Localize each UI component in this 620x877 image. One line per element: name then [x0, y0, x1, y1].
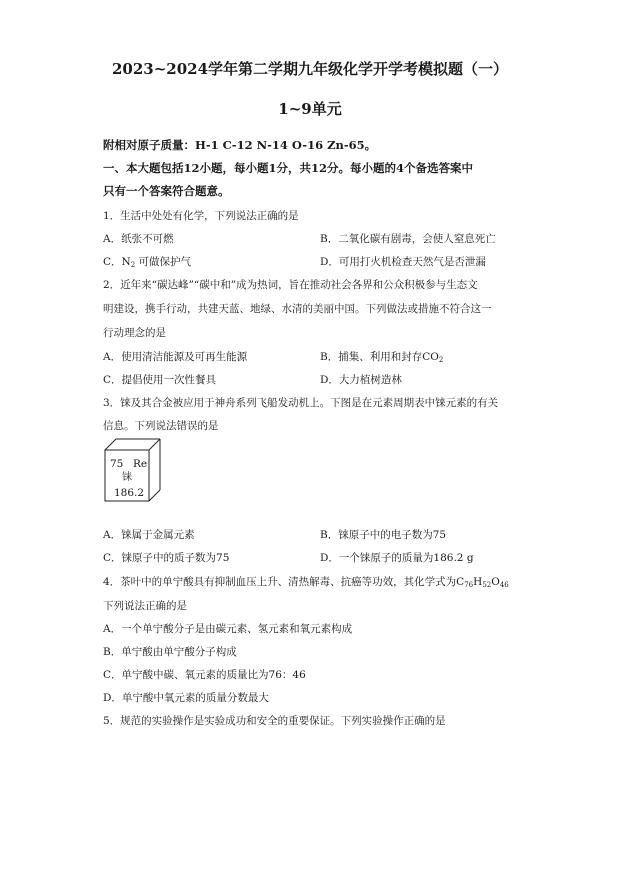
- q3-option-a: A．铼属于金属元素: [103, 529, 195, 541]
- q1-option-c: C．$N_2$ 可做保护气: [103, 256, 192, 269]
- q2-stem-line1: 2．近年来“碳达峰”“碳中和”成为热词，旨在推动社会各界和公众积极参与生态文: [103, 279, 478, 291]
- q5-stem: 5．规范的实验操作是实验成功和安全的重要保证。下列实验操作正确的是: [103, 715, 446, 727]
- q2-option-b: B．捕集、利用和封存$CO_2$: [320, 351, 444, 364]
- element-atomic-number: 75: [110, 458, 124, 470]
- q1-option-a: A．纸张不可燃: [103, 233, 174, 245]
- atomic-masses: 附相对原子质量：H-1 C-12 N-14 O-16 Zn-65。: [103, 138, 377, 152]
- q1-option-b: B．二氧化碳有剧毒，会使人窒息死亡: [320, 233, 496, 245]
- q4-option-d: D．单宁酸中氧元素的质量分数最大: [103, 692, 269, 704]
- q2-stem-line3: 行动理念的是: [103, 327, 166, 339]
- q3-stem-line1: 3．铼及其合金被应用于神舟系列飞船发动机上。下图是在元素周期表中铼元素的有关: [103, 397, 499, 409]
- q3-option-b: B．铼原子中的电子数为75: [320, 529, 447, 541]
- q4-option-c: C．单宁酸中碳、氧元素的质量比为76：46: [103, 669, 306, 681]
- page-title: 2023~2024学年第二学期九年级化学开学考模拟题（一）: [111, 60, 509, 78]
- element-name: 铼: [122, 472, 132, 483]
- q4-stem-line2: 下列说法正确的是: [103, 600, 187, 612]
- section-heading-line1: 一、本大题包括12小题，每小题1分，共12分。每小题的4个备选答案中: [103, 161, 474, 175]
- q4-option-b: B．单宁酸由单宁酸分子构成: [103, 646, 237, 658]
- q4-option-a: A．一个单宁酸分子是由碳元素、氢元素和氧元素构成: [103, 623, 353, 635]
- page-subtitle: 1~9单元: [278, 100, 342, 118]
- q3-stem-line2: 信息。下列说法错误的是: [103, 420, 219, 432]
- q4-stem-line1: 4．茶叶中的单宁酸具有抑制血压上升、清热解毒、抗癌等功效，其化学式为$C_{76}H_{52}O_{46}$: [103, 576, 509, 589]
- element-symbol: Re: [133, 458, 148, 470]
- q1-option-d: D．可用打火机检查天然气是否泄漏: [320, 256, 486, 268]
- element-atomic-mass: 186.2: [114, 487, 145, 499]
- q2-option-a: A．使用清洁能源及可再生能源: [103, 351, 248, 363]
- periodic-table-element-card: [104, 438, 162, 502]
- q3-option-c: C．铼原子中的质子数为75: [103, 552, 230, 564]
- q2-option-d: D．大力植树造林: [320, 374, 402, 386]
- q2-option-c: C．提倡使用一次性餐具: [103, 374, 217, 386]
- section-heading-line2: 只有一个答案符合题意。: [103, 184, 230, 198]
- q3-option-d: D．一个铼原子的质量为186.2 g: [320, 552, 474, 564]
- q2-stem-line2: 明建设，携手行动，共建天蓝、地绿、水清的美丽中国。下列做法或措施不符合这一: [103, 303, 492, 315]
- q1-stem: 1．生活中处处有化学，下列说法正确的是: [103, 210, 299, 222]
